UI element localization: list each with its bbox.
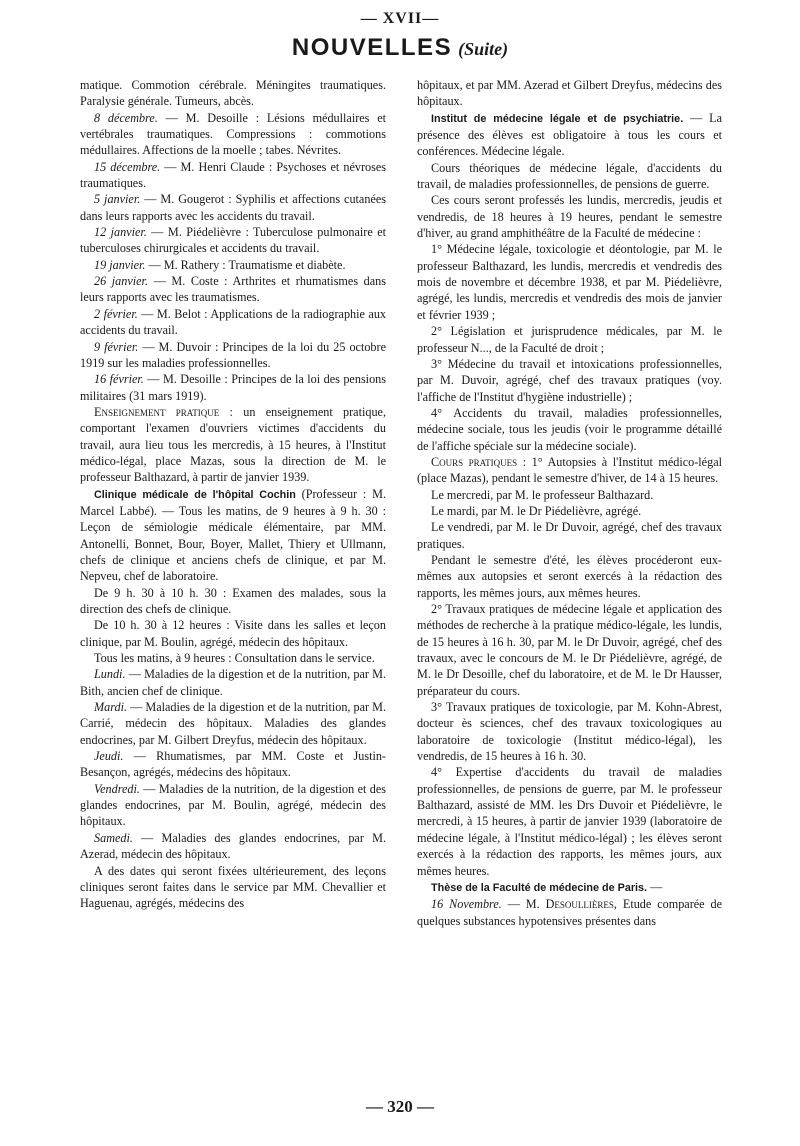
paragraph bbox=[417, 77, 722, 110]
date-label: 9 février. bbox=[94, 339, 139, 354]
paragraph-text: : 1° Autopsies à l'Institut médico-légal (place Mazas), pendant le semestre d'hiver, de 14 à 15 heures. bbox=[417, 454, 722, 486]
right-column bbox=[417, 77, 722, 929]
date-label: Jeudi. bbox=[94, 749, 124, 764]
date-label: Vendredi. bbox=[94, 781, 140, 796]
paragraph-text: — bbox=[647, 879, 663, 894]
paragraph bbox=[80, 404, 386, 486]
paragraph-text: 3° Médecine du travail et intoxications professionnelles, par M. Duvoir, agrégé, chef des travaux pratiques (voy. l'affiche de l'Institut d'hygiène industrielle) ; bbox=[417, 356, 722, 404]
paragraph bbox=[80, 830, 386, 863]
paragraph-text: Le mercredi, par M. le professeur Balthazard. bbox=[431, 487, 654, 502]
author-name: Desoullières bbox=[545, 897, 614, 912]
paragraph-text: Tous les matins, à 9 heures : Consultation dans le service. bbox=[94, 651, 375, 666]
paragraph-text: 4° Expertise d'accidents du travail de maladies professionnelles, de pensions de guerre, par M. le professeur Balthazard, assisté de MM. les Drs Duvoir et Piédelièvre, le mercredi, à 15 heures, à partir de janvier 1939 (laboratoire de médecine légale, à l'Institut médico-légal) ; les élèves seront exercés à la rédaction des rapports, les mêmes jours, aux mêmes heures. bbox=[417, 765, 722, 878]
paragraph-text: hôpitaux, et par MM. Azerad et Gilbert Dreyfus, médecins des hôpitaux. bbox=[417, 78, 722, 109]
paragraph bbox=[80, 191, 386, 224]
paragraph-text: — M. Belot : Applications de la radiographie aux accidents du travail. bbox=[80, 306, 387, 338]
paragraph-text: — M. Coste : Arthrites et rhumatismes dans leurs rapports avec les traumatismes. bbox=[80, 274, 386, 305]
paragraph-text: matique. Commotion cérébrale. Méningites traumatiques. Paralysie générale. Tumeurs, abcès. bbox=[80, 78, 386, 109]
section-heading: Institut de médecine légale et de psychiatrie. bbox=[431, 112, 684, 125]
paragraph-text: — La présence des élèves est obligatoire à tous les cours et conférences. Médecine légale. bbox=[417, 110, 722, 159]
paragraph-text: Ces cours seront professés les lundis, mercredis, jeudis et vendredis, de 18 heures à 19 heures, pendant le semestre d'hiver, au grand amphithéâtre de la Faculté de médecine : bbox=[417, 193, 722, 241]
paragraph bbox=[417, 110, 722, 160]
paragraph bbox=[417, 552, 722, 601]
paragraph-text: Le mardi, par M. le Dr Piédelièvre, agrégé. bbox=[431, 503, 642, 518]
date-label: Samedi. bbox=[94, 830, 133, 845]
date-label: 2 février. bbox=[94, 306, 138, 321]
paragraph-text: 3° Travaux pratiques de toxicologie, par M. Kohn-Abrest, docteur ès sciences, chef des travaux toxicologiques au laboratoire de toxicologie (Institut médico-légal), les vendredis, de 15 heures à 16 h. 30. bbox=[417, 700, 722, 764]
paragraph-text: : un enseignement pratique, comportant l'examen d'ouvriers victimes d'accidents du travail, aura lieu tous les mercredis, à 15 heures, à l'Institut médico-légal, place Mazas, sous la direction de M. le professeur Balthazard, à partir de janvier 1939. bbox=[80, 404, 386, 485]
paragraph-text: — M. Gougerot : Syphilis et affections cutanées dans leurs rapports avec les accidents du travail. bbox=[80, 192, 387, 223]
paragraph-text: 1° Médecine légale, toxicologie et déontologie, par M. le professeur Balthazard, les lundis, mercredis et vendredis des mois de novembre et décembre 1938, et par M. Piédelièvre, agrégé, les lundis, mercredis et vendredis des mois de janvier et février 1939 ; bbox=[417, 242, 722, 322]
paragraph-text: Le vendredi, par M. le Dr Duvoir, agrégé, chef des travaux pratiques. bbox=[417, 520, 722, 551]
section-label: Enseignement pratique bbox=[94, 404, 220, 419]
date-label: Mardi. bbox=[94, 700, 128, 715]
section-label: Cours pratiques bbox=[431, 454, 518, 469]
paragraph bbox=[80, 781, 386, 830]
paragraph-text: , Etude comparée de quelques substances hypotensives présentes dans bbox=[417, 897, 723, 928]
paragraph bbox=[80, 650, 386, 666]
date-label: 19 janvier. bbox=[94, 257, 146, 272]
paragraph bbox=[80, 224, 386, 257]
paragraph-text: — M. bbox=[501, 897, 546, 912]
section-heading: Thèse de la Faculté de médecine de Paris. bbox=[431, 881, 648, 894]
paragraph-text: De 10 h. 30 à 12 heures : Visite dans les salles et leçon clinique, par M. Boulin, agrégé, médecin des hôpitaux. bbox=[80, 618, 386, 649]
paragraph-text: Pendant le semestre d'été, les élèves procéderont eux-mêmes aux autopsies et seront exercés à la rédaction des rapports, les mêmes jours, aux mêmes heures. bbox=[417, 552, 722, 600]
paragraph bbox=[417, 601, 722, 699]
paragraph-text: — M. Duvoir : Principes de la loi du 25 octobre 1919 sur les maladies professionnelles. bbox=[80, 339, 386, 370]
paragraph bbox=[417, 487, 722, 503]
date-label: 8 décembre. bbox=[94, 110, 158, 125]
paragraph bbox=[80, 257, 386, 273]
paragraph bbox=[80, 748, 386, 781]
section-heading: Clinique médicale de l'hôpital Cochin bbox=[94, 488, 296, 501]
paragraph bbox=[417, 356, 722, 405]
paragraph bbox=[80, 699, 386, 748]
paragraph bbox=[417, 241, 722, 323]
paragraph-text: — M. Desoille : Lésions médullaires et vertébrales traumatiques. Compressions : commotions médullaires. Affections de la moelle ; tabes. Névrites. bbox=[80, 110, 387, 158]
date-label: 16 Novembre. bbox=[431, 897, 502, 912]
paragraph bbox=[417, 454, 722, 487]
paragraph bbox=[417, 323, 722, 356]
paragraph bbox=[417, 519, 722, 552]
paragraph bbox=[80, 617, 386, 650]
paragraph bbox=[417, 699, 722, 764]
paragraph bbox=[417, 160, 722, 193]
date-label: 15 décembre. bbox=[94, 159, 161, 174]
paragraph-text: De 9 h. 30 à 10 h. 30 : Examen des malades, sous la direction des chefs de clinique. bbox=[80, 585, 386, 616]
paragraph-text: — M. Rathery : Traumatisme et diabète. bbox=[145, 257, 346, 272]
paragraph bbox=[417, 764, 722, 878]
paragraph-text: — Maladies des glandes endocrines, par M. Azerad, médecin des hôpitaux. bbox=[80, 830, 386, 862]
page-number: — 320 — bbox=[366, 1097, 434, 1116]
page-title bbox=[0, 34, 800, 62]
paragraph bbox=[417, 405, 722, 454]
paragraph bbox=[80, 273, 386, 306]
paragraph bbox=[80, 77, 386, 110]
date-label: 5 janvier. bbox=[94, 192, 141, 207]
paragraph-text: — M. Henri Claude : Psychoses et névroses traumatiques. bbox=[80, 159, 386, 191]
paragraph-text: 2° Travaux pratiques de médecine légale et application des méthodes de recherche à la pratique médico-légale, les lundis, de 15 heures à 16 h. 30, par M. le Dr Duvoir, agrégé, chef des travaux, avec le concours de M. le Dr Piédelièvre, agrégé, de M. le Dr Desoille, chef du laboratoire, et de M. le Dr Hausser, préparateur du cours. bbox=[417, 602, 722, 698]
paragraph-text: — M. Desoille : Principes de la loi des pensions militaires (31 mars 1919). bbox=[80, 372, 386, 403]
paragraph bbox=[417, 896, 722, 929]
date-label: 12 janvier. bbox=[94, 225, 147, 240]
paragraph-text: (Professeur : M. Marcel Labbé). — Tous les matins, de 9 heures à 9 h. 30 : Leçon de sémiologie médicale élémentaire, par MM. Antonelli, Bonnet, Bour, Boyer, Mallet, Thiery et Ullmann, chefs de clinique et anciens chefs de clinique, et par M. Nepveu, chef de laboratoire. bbox=[80, 486, 386, 584]
paragraph bbox=[417, 503, 722, 519]
title-text: NOUVELLES bbox=[291, 34, 453, 61]
paragraph bbox=[80, 339, 386, 372]
paragraph bbox=[80, 110, 386, 159]
date-label: 16 février. bbox=[94, 372, 144, 387]
title-suite: (Suite) bbox=[458, 39, 509, 59]
paragraph bbox=[80, 306, 386, 339]
paragraph-text: 4° Accidents du travail, maladies professionnelles, médecine sociale, tous les jeudis (voir le programme détaillé de l'affiche spéciale sur la médecine sociale). bbox=[417, 405, 722, 453]
paragraph bbox=[80, 585, 386, 618]
page-roman-numeral: — XVII— bbox=[360, 10, 440, 27]
paragraph-text: — Maladies de la nutrition, de la digestion et des glandes endocrines, par M. Boulin, agrégé, médecin des hôpitaux. bbox=[80, 781, 386, 829]
paragraph-text: — Maladies de la digestion et de la nutrition, par M. Bith, ancien chef de clinique. bbox=[80, 667, 386, 698]
paragraph-text: Cours théoriques de médecine légale, d'accidents du travail, de maladies professionnelles, de pensions de guerre. bbox=[417, 160, 722, 192]
paragraph bbox=[80, 863, 386, 912]
paragraph bbox=[80, 371, 386, 404]
left-column bbox=[80, 77, 386, 912]
paragraph bbox=[417, 879, 722, 896]
paragraph bbox=[80, 159, 386, 192]
date-label: Lundi. bbox=[94, 667, 126, 682]
paragraph bbox=[80, 666, 386, 699]
paragraph-text: — M. Piédelièvre : Tuberculose pulmonaire et tuberculoses chirurgicales et accidents du travail. bbox=[80, 225, 387, 256]
date-label: 26 janvier. bbox=[94, 274, 148, 289]
paragraph bbox=[417, 192, 722, 241]
paragraph-text: — Maladies de la digestion et de la nutrition, par M. Carrié, médecin des hôpitaux. Maladies des glandes endocrines, par M. Gilbert Dreyfus, médecin des hôpitaux. bbox=[80, 700, 387, 747]
paragraph-text: — Rhumatismes, par MM. Coste et Justin-Besançon, agrégés, médecins des hôpitaux. bbox=[80, 749, 386, 780]
paragraph bbox=[80, 486, 386, 585]
paragraph-text: 2° Législation et jurisprudence médicales, par M. le professeur N..., de la Faculté de droit ; bbox=[417, 324, 722, 355]
paragraph-text: A des dates qui seront fixées ultérieurement, des leçons cliniques seront faites dans le service par MM. Chevallier et Haguenau, agrégés, médecins des bbox=[80, 863, 386, 911]
